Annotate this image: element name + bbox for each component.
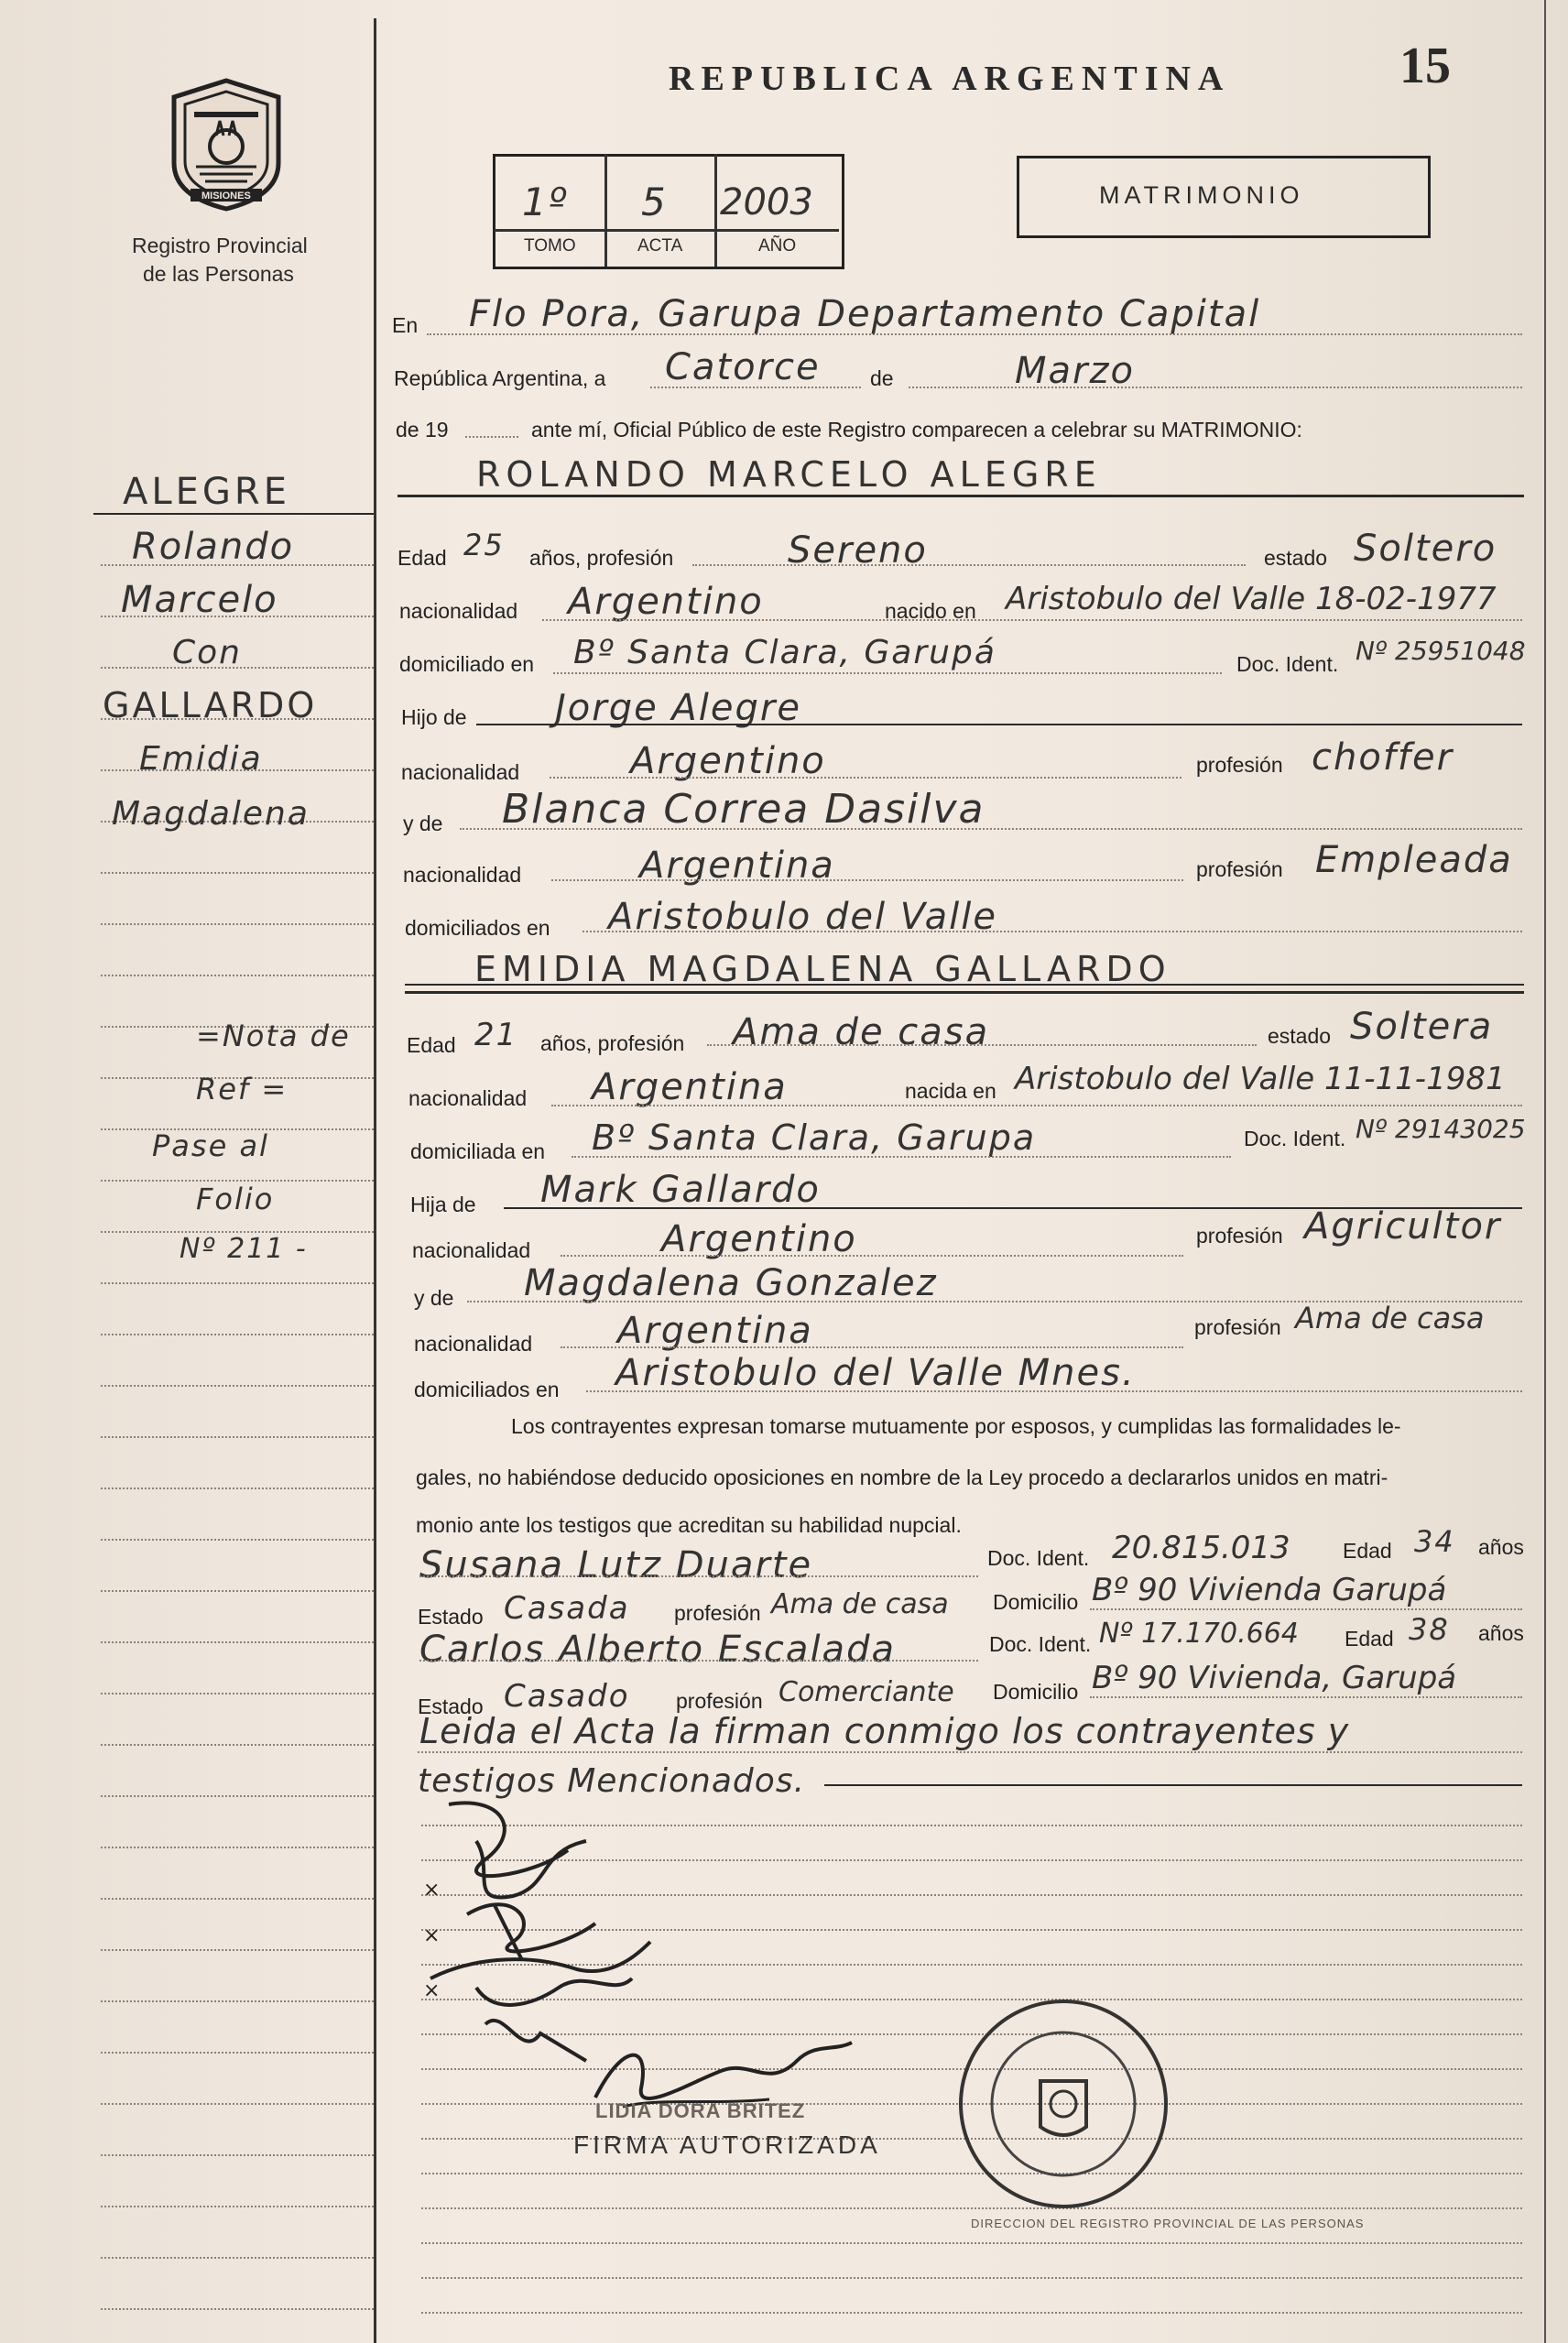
margin-ruled-line [101,1641,374,1643]
witness1-estado: Casada [504,1590,630,1627]
declaration-line-2: gales, no habiéndose deducido oposiciones en nombre de la Ley procedo a declararlos unidos en matri- [416,1466,1388,1489]
ruled-line [421,2242,1522,2244]
bride-edad-label: Edad [407,1033,456,1057]
statement-text: ante mí, Oficial Público de este Registro comparecen a celebrar su MATRIMONIO: [531,418,1302,441]
svg-text:×: × [423,1879,441,1902]
groom-doc: Nº 25951048 [1356,636,1526,666]
groom-address: Bº Santa Clara, Garupá [573,634,996,671]
bride-address: Bº Santa Clara, Garupa [592,1117,1037,1158]
bride-father: Mark Gallardo [540,1169,821,1211]
bride-parents-line [586,1390,1522,1392]
margin-ruled-line [101,1898,374,1900]
bride-parents-address: Aristobulo del Valle Mnes. [615,1352,1136,1394]
year-dotline [465,436,518,438]
groom-father-prof-label: profesión [1196,753,1283,777]
svg-text:×: × [423,1924,441,1947]
groom-edad-label: Edad [397,546,447,570]
box-divider-2 [714,154,717,267]
groom-father-line [476,724,1522,725]
witness2-estado: Casado [504,1678,630,1715]
closing-line-1: Leida el Acta la firman conmigo los contrayentes y [419,1711,1350,1751]
margin-ruled-line [101,1693,374,1695]
declaration-line-1: Los contrayentes expresan tomarse mutuamente por esposos, y cumplidas las formalidades le- [511,1414,1401,1438]
margin-note-3: Pase al [152,1128,269,1163]
seal-text: DIRECCION DEL REGISTRO PROVINCIAL DE LAS PERSONAS [971,2217,1365,2230]
margin-spouse-middle: Magdalena [112,795,310,833]
bride-mother-prof-label: profesión [1194,1315,1281,1339]
witness2-dom: Bº 90 Vivienda, Garupá [1092,1660,1457,1696]
groom-dom-label: domiciliado en [399,652,535,676]
witness2-doc: Nº 17.170.664 [1099,1618,1299,1650]
margin-ruled-line [101,1744,374,1746]
closing-line-2: testigos Mencionados. [418,1762,806,1800]
margin-ruled-line [101,2052,374,2054]
margin-surname: ALEGRE [123,471,290,513]
witness1-doc-label: Doc. Ident. [987,1546,1090,1570]
country-title: REPUBLICA ARGENTINA [669,60,1231,98]
bride-profession: Ama de casa [733,1011,990,1053]
margin-ruled-line [101,872,374,874]
witness1-name-line [419,1575,978,1577]
bride-father-nat-line [561,1255,1183,1257]
witness2-prof: Comerciante [779,1676,954,1708]
groom-estado-label: estado [1264,546,1328,570]
groom-yde-label: y de [403,812,443,835]
witness1-doc: 20.815.013 [1112,1530,1290,1566]
bride-nacida-label: nacida en [905,1079,996,1103]
margin-note-2: Ref = [196,1072,289,1106]
ano-value: 2003 [720,181,813,223]
registry-line-2: de las Personas [143,262,294,286]
left-divider-line [374,18,376,2343]
groom-profession: Sereno [788,529,928,572]
witness2-edad-label: Edad [1345,1627,1394,1651]
witness2-estado-label: Estado [418,1695,484,1718]
witness1-name: Susana Lutz Duarte [419,1544,813,1586]
ano-label: AÑO [758,236,797,256]
ruled-line [421,2277,1522,2279]
margin-ruled-line [101,2103,374,2105]
groom-age: 25 [463,528,505,562]
bride-doc-label: Doc. Ident. [1244,1127,1346,1150]
de-19-label: de 19 [396,418,449,441]
witness2-anos-label: años [1478,1621,1524,1645]
box-divider-1 [604,154,607,267]
tomo-label: TOMO [524,236,576,256]
bride-mother-nat-line [561,1346,1183,1348]
margin-con: Con [172,634,242,671]
acta-label: ACTA [637,236,683,256]
groom-parents-address: Aristobulo del Valle [608,896,997,938]
closing-line-1-rule [418,1751,1522,1753]
groom-mother-nat-label: nacionalidad [403,863,522,887]
margin-ruled-line [101,1334,374,1335]
witness1-estado-label: Estado [418,1605,484,1629]
witness2-name-line [419,1660,978,1662]
acta-value: 5 [641,180,668,224]
bride-father-prof: Agricultor [1304,1205,1502,1248]
margin-ruled-line [101,1949,374,1951]
witness1-dom: Bº 90 Vivienda Garupá [1092,1572,1447,1608]
bride-mother-nat: Argentina [617,1310,813,1352]
margin-first-name: Rolando [132,526,295,568]
bride-mother: Magdalena Gonzalez [524,1262,938,1304]
witness2-doc-label: Doc. Ident. [989,1632,1092,1656]
bride-yde-label: y de [414,1286,454,1310]
bride-age: 21 [474,1017,518,1053]
bride-estado-label: estado [1268,1024,1332,1048]
margin-ruled-line [101,1488,374,1489]
witness1-dom-line [1090,1608,1522,1610]
closing-line-2-rule [824,1784,1522,1786]
margin-spouse-surname: GALLARDO [103,685,318,725]
groom-father-nat: Argentino [630,740,826,782]
groom-nat-line [542,619,1522,621]
witness1-prof: Ama de casa [771,1588,949,1620]
month-dotline [909,387,1522,388]
bride-profesion-label: años, profesión [540,1031,685,1055]
groom-mother-prof: Empleada [1315,839,1513,881]
margin-ruled-line [101,1436,374,1438]
bride-mother-prof: Ama de casa [1295,1301,1485,1335]
bride-doc: Nº 29143025 [1356,1114,1526,1144]
officer-stamped-name: LIDIA DORA BRITEZ [595,2099,806,2122]
groom-estado: Soltero [1354,528,1497,570]
margin-ruled-line [101,1795,374,1797]
bride-nat-line [551,1105,1522,1106]
groom-dom-line [553,672,1222,674]
margin-ruled-line [101,1385,374,1387]
bride-father-nat: Argentino [661,1218,857,1260]
witness2-prof-label: profesión [676,1689,763,1713]
witness1-dom-label: Domicilio [993,1590,1079,1614]
margin-ruled-line [101,2308,374,2310]
groom-father: Jorge Alegre [555,687,801,729]
page-number: 15 [1399,38,1451,94]
margin-note-4: Folio [196,1182,275,1216]
groom-mother-nat: Argentina [639,845,835,887]
groom-parents-line [583,931,1522,932]
bride-dom-line [572,1156,1231,1158]
bride-father-prof-label: profesión [1196,1224,1283,1248]
bride-name: EMIDIA MAGDALENA GALLARDO [474,949,1171,989]
witness1-edad-label: Edad [1343,1539,1392,1563]
bride-name-line-1 [405,984,1524,986]
margin-spouse-first: Emidia [139,740,263,778]
groom-father-prof: choffer [1312,736,1454,779]
right-margin-line [1544,0,1546,2343]
margin-ruled-line [101,923,374,925]
bride-nationality: Argentina [592,1066,788,1108]
bride-mother-nat-label: nacionalidad [414,1332,533,1356]
groom-prof-line [692,564,1246,566]
bride-name-line-2 [405,991,1524,994]
groom-mother-nat-line [551,879,1183,881]
month-value: Marzo [1015,350,1135,392]
margin-ruled-line [101,2257,374,2259]
day-value: Catorce [665,346,821,388]
groom-parents-dom-label: domiciliados en [405,916,550,940]
en-label: En [392,313,419,337]
box-label-rule [495,229,839,232]
logo-text: MISIONES [201,191,251,202]
margin-ruled-line [101,2000,374,2002]
groom-father-nat-label: nacionalidad [401,760,520,784]
registry-line-1: Registro Provincial [132,234,308,257]
groom-mother: Blanca Correa Dasilva [502,786,985,833]
margin-ruled-line [101,1590,374,1592]
groom-name: ROLANDO MARCELO ALEGRE [476,454,1102,495]
tomo-value: 1º [522,180,569,224]
groom-doc-label: Doc. Ident. [1236,652,1339,676]
witness2-dom-label: Domicilio [993,1680,1079,1704]
witness2-dom-line [1090,1696,1522,1698]
margin-ruled-line [101,1539,374,1541]
groom-father-nat-line [550,777,1181,779]
margin-note-1: =Nota de [196,1019,351,1053]
bride-dom-label: domiciliada en [410,1139,546,1163]
witness2-age: 38 [1409,1612,1450,1647]
republica-label: República Argentina, a [394,366,606,390]
margin-note-5: Nº 211 - [180,1233,308,1265]
groom-name-line [397,495,1524,497]
bride-nat-label: nacionalidad [408,1086,528,1110]
doc-type-label: MATRIMONIO [1099,181,1304,209]
margin-ruled-line [101,2154,374,2156]
witness2-name: Carlos Alberto Escalada [419,1629,896,1671]
de-label: de [870,366,894,390]
margin-middle-name: Marcelo [121,579,278,621]
authorized-signature-label: FIRMA AUTORIZADA [573,2130,881,2159]
official-seal [949,1989,1178,2218]
margin-surname-line [93,513,374,515]
groom-mother-line [460,828,1522,830]
bride-prof-line [707,1044,1257,1046]
groom-nationality: Argentino [568,581,764,623]
margin-ruled-line [101,975,374,976]
groom-nat-label: nacionalidad [399,599,518,623]
declaration-line-3: monio ante los testigos que acreditan su habilidad nupcial. [416,1513,962,1537]
groom-nacido-label: nacido en [885,599,976,623]
margin-ruled-line [101,1847,374,1848]
margin-ruled-line [101,2206,374,2207]
groom-hijo-label: Hijo de [401,705,467,729]
groom-birthplace: Aristobulo del Valle 18-02-1977 [1006,581,1497,617]
svg-text:×: × [423,1979,441,2002]
witness1-anos-label: años [1478,1535,1524,1559]
witness1-age: 34 [1414,1524,1455,1559]
bride-birthplace: Aristobulo del Valle 11-11-1981 [1015,1061,1506,1097]
groom-mother-prof-label: profesión [1196,857,1283,881]
margin-ruled-line [101,1282,374,1284]
bride-hija-label: Hija de [410,1193,476,1216]
place-value: Flo Pora, Garupa Departamento Capital [469,293,1261,335]
ruled-line [421,2312,1522,2314]
bride-estado: Soltera [1350,1006,1494,1048]
bride-father-nat-label: nacionalidad [412,1238,531,1262]
groom-profesion-label: años, profesión [529,546,674,570]
bride-parents-dom-label: domiciliados en [414,1378,560,1401]
witness1-prof-label: profesión [674,1601,761,1625]
